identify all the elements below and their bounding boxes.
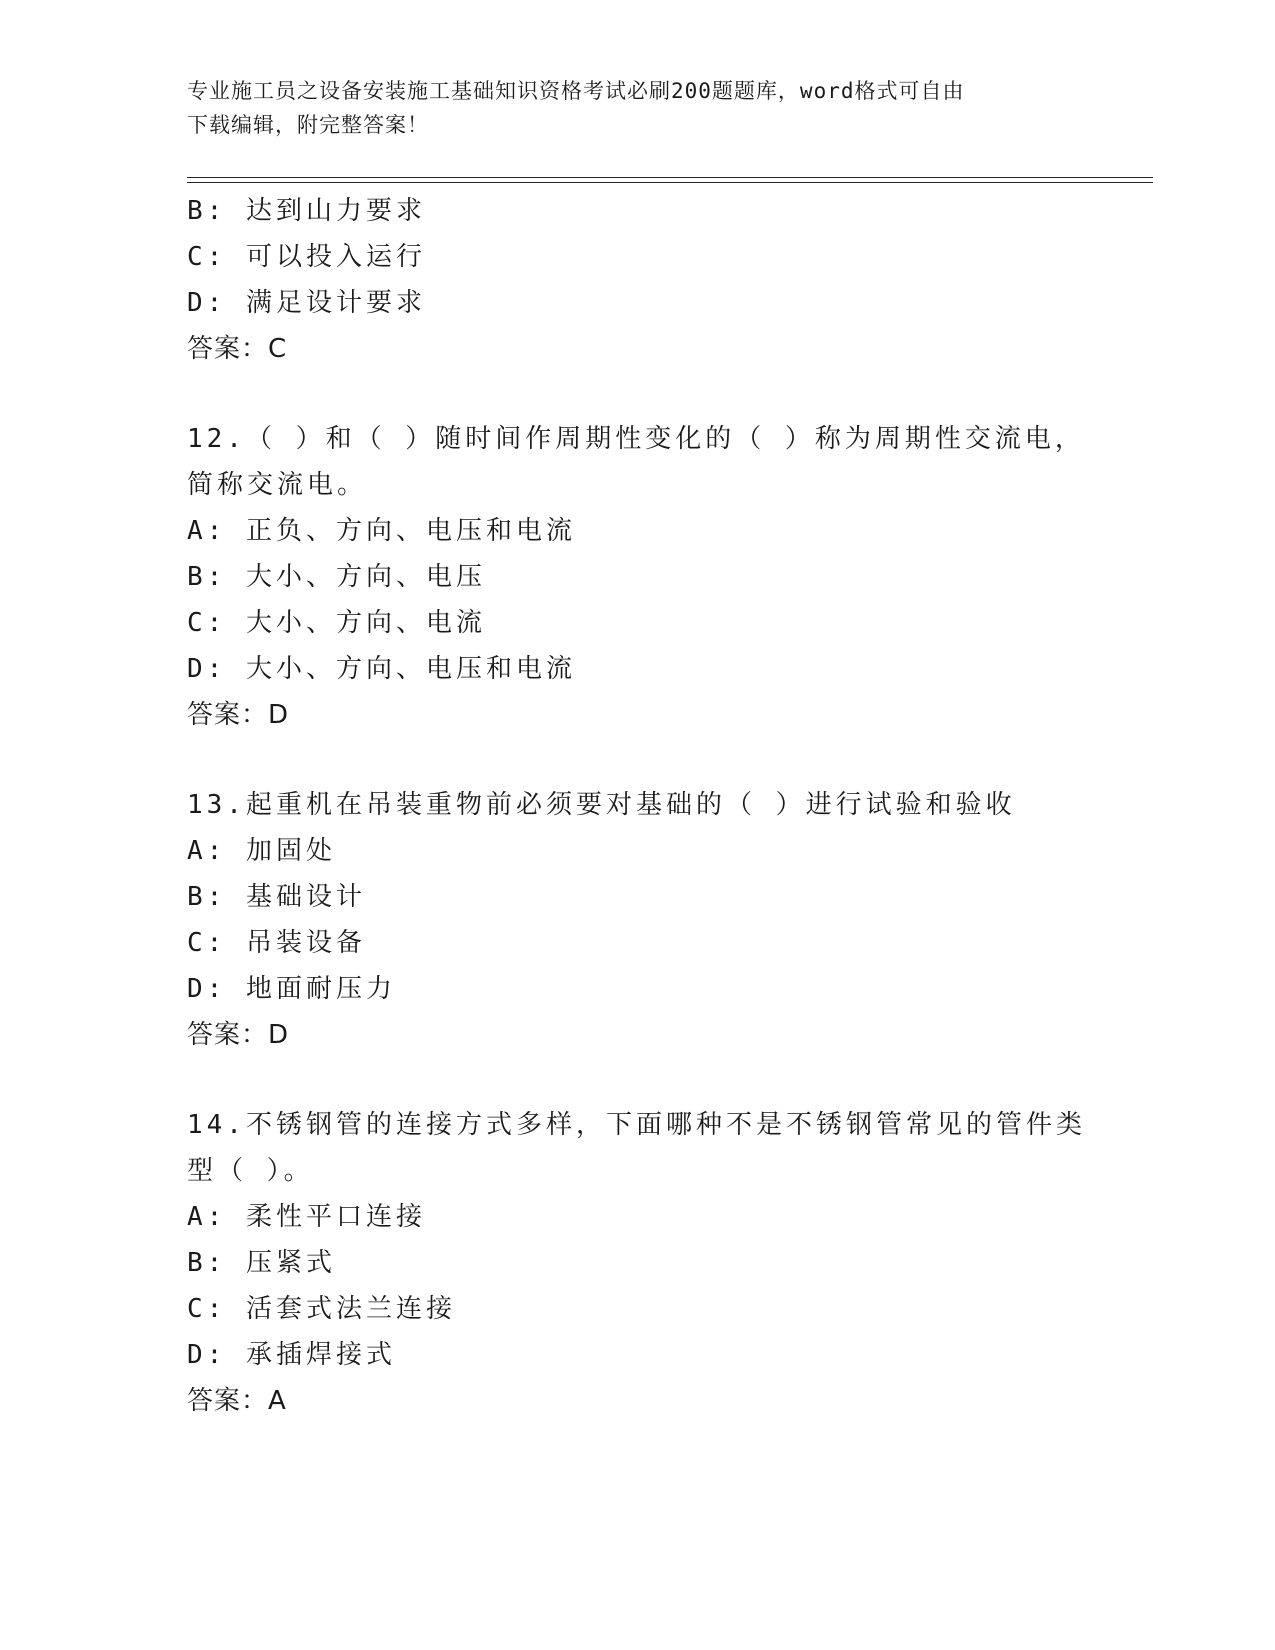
question-14 xyxy=(187,1102,1087,1424)
option-d: D: 地面耐压力 xyxy=(187,974,396,1004)
header-line-2: 下载编辑，附完整答案！ xyxy=(187,113,429,137)
option-b: B: 基础设计 xyxy=(187,882,366,912)
option-c: C: 大小、方向、电流 xyxy=(187,608,486,638)
option-d: D: 承插焊接式 xyxy=(187,1340,396,1370)
question-text: 13.起重机在吊装重物前必须要对基础的（ ）进行试验和验收 xyxy=(187,790,1016,820)
option-a: A: 加固处 xyxy=(187,836,336,866)
question-13 xyxy=(187,782,1087,1058)
answer-line: 答案：A xyxy=(187,1386,287,1416)
option-d: D: 大小、方向、电压和电流 xyxy=(187,654,576,684)
header-line-1: 专业施工员之设备安装施工基础知识资格考试必刷200题题库，word格式可自由 xyxy=(187,79,965,103)
option-a: A: 柔性平口连接 xyxy=(187,1202,426,1232)
spacer xyxy=(187,738,1087,782)
header-rule-top xyxy=(187,177,1153,178)
option-a: A: 正负、方向、电压和电流 xyxy=(187,516,576,546)
question-content xyxy=(187,188,1087,1424)
option-c: C: 吊装设备 xyxy=(187,928,366,958)
question-text: 14.不锈钢管的连接方式多样，下面哪种不是不锈钢管常见的管件类型（ ）。 xyxy=(187,1110,1086,1186)
document-header xyxy=(187,74,1067,142)
answer-line: 答案：D xyxy=(187,1020,290,1050)
question-11-tail xyxy=(187,188,1087,372)
answer-line: 答案：D xyxy=(187,700,290,730)
option-c: C: 活套式法兰连接 xyxy=(187,1294,456,1324)
spacer xyxy=(187,1058,1087,1102)
answer-line: 答案：C xyxy=(187,334,288,364)
option-b: B: 大小、方向、电压 xyxy=(187,562,486,592)
question-12 xyxy=(187,416,1087,738)
option-b: B: 压紧式 xyxy=(187,1248,336,1278)
spacer xyxy=(187,372,1087,416)
header-rule-bottom xyxy=(187,182,1153,183)
question-text: 12.（ ）和（ ）随时间作周期性变化的（ ）称为周期性交流电，简称交流电。 xyxy=(187,424,1085,500)
option-c: C: 可以投入运行 xyxy=(187,242,426,272)
option-d: D: 满足设计要求 xyxy=(187,288,426,318)
option-b: B: 达到山力要求 xyxy=(187,196,426,226)
